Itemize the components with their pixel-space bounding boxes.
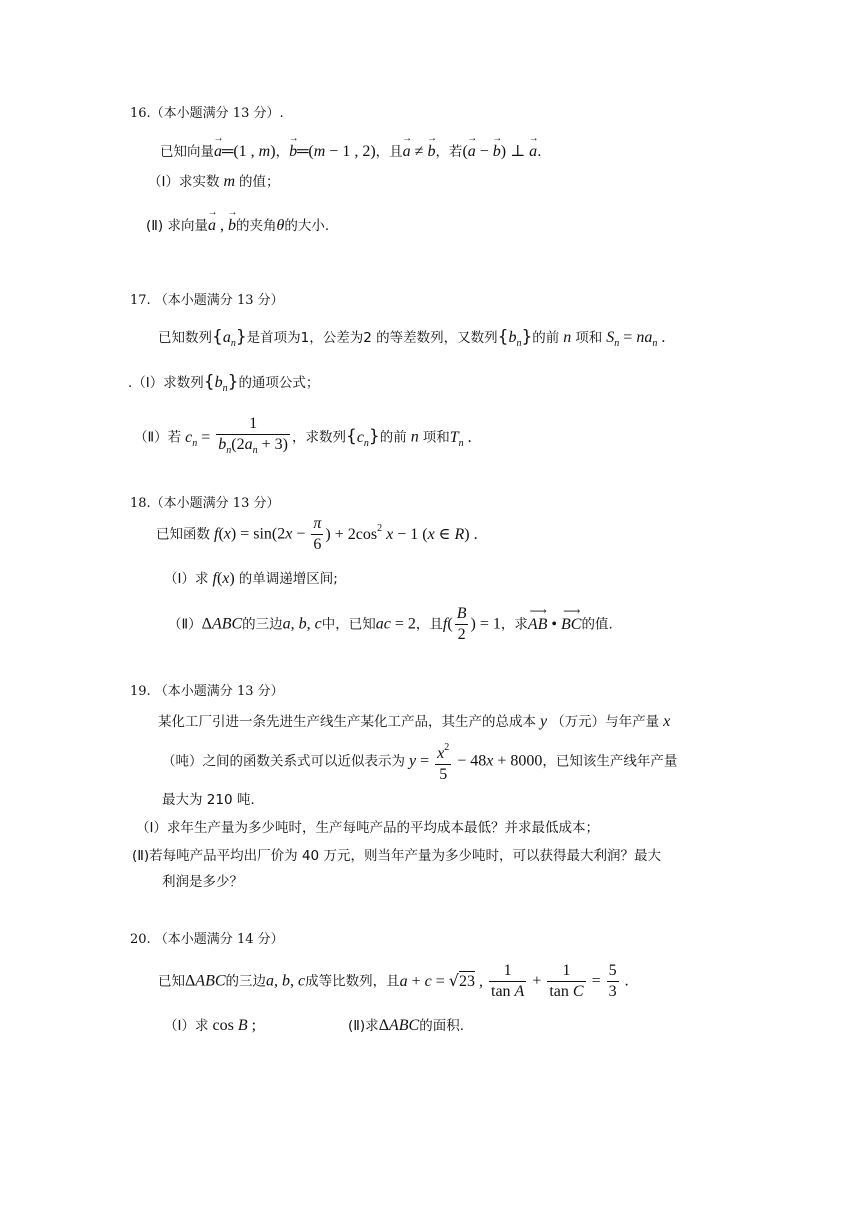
problem-19-part-1: （Ⅰ）求年生产量为多少吨时，生产每吨产品的平均成本最低？并求最低成本； bbox=[136, 820, 599, 836]
problem-19-statement-line-3: 最大为 210 吨. bbox=[162, 792, 255, 808]
fraction-5-3: $\frac{5}{3}$ bbox=[608, 962, 617, 1000]
fraction-1-tanA: $\frac{1}{\text{tan A}}$ bbox=[491, 962, 525, 1000]
problem-16-part-2: (Ⅱ) 求向量→ a , → b的夹角θ的大小. bbox=[146, 216, 329, 236]
problem-16-header: 16.（本小题满分 13 分）. bbox=[130, 106, 284, 121]
problem-19-header: 19. （本小题满分 13 分） bbox=[130, 684, 284, 699]
problem-17-part-2: （Ⅱ）若 $c_n$ = $\frac{1}{b_n(2a_n + 3)}$ ，求数列$\{c_n\}$的前 n 项和$T_n$ . bbox=[134, 414, 472, 461]
problem-18-statement: 已知函数 f(x) = sin(2x − $\frac{\pi}{6}$ ) + $2\cos^2$ x − 1 (x ∈ R) . bbox=[156, 515, 478, 553]
problem-20-part-1: （Ⅰ）求 cos B ; bbox=[164, 1017, 257, 1034]
problem-19-part-2: (Ⅱ)若每吨产品平均出厂价为 40 万元，则当年产量为多少吨时，可以获得最大利润？最大 bbox=[132, 848, 661, 864]
problem-20-header: 20. （本小题满分 14 分） bbox=[130, 932, 284, 947]
fraction-b-2: $\frac{B}{2}$ bbox=[456, 605, 467, 643]
problem-18-part-2: （Ⅱ）ΔABC的三边a, b, c中，已知ac = 2，且f( $\frac{B}{2}$ ) = 1，求⟶ AB • ⟶ BC的值. bbox=[168, 604, 613, 645]
problem-17-header: 17. （本小题满分 13 分） bbox=[130, 293, 284, 308]
fraction-x2-5: $\frac{x^2}{5}$ bbox=[437, 742, 450, 783]
problem-17-part-1: .（Ⅰ）求数列$\{b_n\}$的通项公式； bbox=[128, 372, 320, 394]
fraction-pi-6: $\frac{\pi}{6}$ bbox=[313, 515, 322, 553]
problem-20-statement: 已知ΔABC的三边a, b, c成等比数列，且a + c = √23 , $\frac{1}{\text{tan A}}$ + $\frac{1}{\text{tan C}}$ = $\frac{5}{3}$ . bbox=[158, 962, 629, 1000]
problem-17-statement: 已知数列$\{a_n\}$是首项为1，公差为2 的等差数列，又数列$\{b_n\}$的前 n 项和 $S_n = na_n$ . bbox=[158, 327, 666, 349]
problem-16-part-1: （Ⅰ）求实数 m 的值； bbox=[148, 173, 280, 190]
problem-20-part-2: (Ⅱ)求ΔABC的面积. bbox=[348, 1017, 464, 1034]
fraction-1-tanC: $\frac{1}{\text{tan C}}$ bbox=[549, 962, 584, 1000]
problem-19-statement-line-2: （吨）之间的函数关系式可以近似表示为 y = $\frac{x^2}{5}$ − 48x + 8000，已知该生产线年产量 bbox=[162, 738, 677, 785]
problem-16-statement: 已知向量→ a═(1 , m)，→ b═(m − 1 , 2)，且→ a ≠ → b，若(→ a − → b) ⊥ → a. bbox=[160, 142, 542, 162]
problem-18-header: 18.（本小题满分 13 分） bbox=[130, 496, 280, 511]
problem-19-part-2-cont: 利润是多少？ bbox=[162, 874, 243, 890]
problem-18-part-1: （Ⅰ）求 f(x) 的单调递增区间; bbox=[164, 570, 338, 587]
fraction-cn: $\frac{1}{b_n(2a_n + 3)}$ bbox=[216, 414, 290, 461]
problem-19-statement-line-1: 某化工厂引进一条先进生产线生产某化工产品，其生产的总成本 y （万元）与年产量 x bbox=[158, 713, 671, 730]
